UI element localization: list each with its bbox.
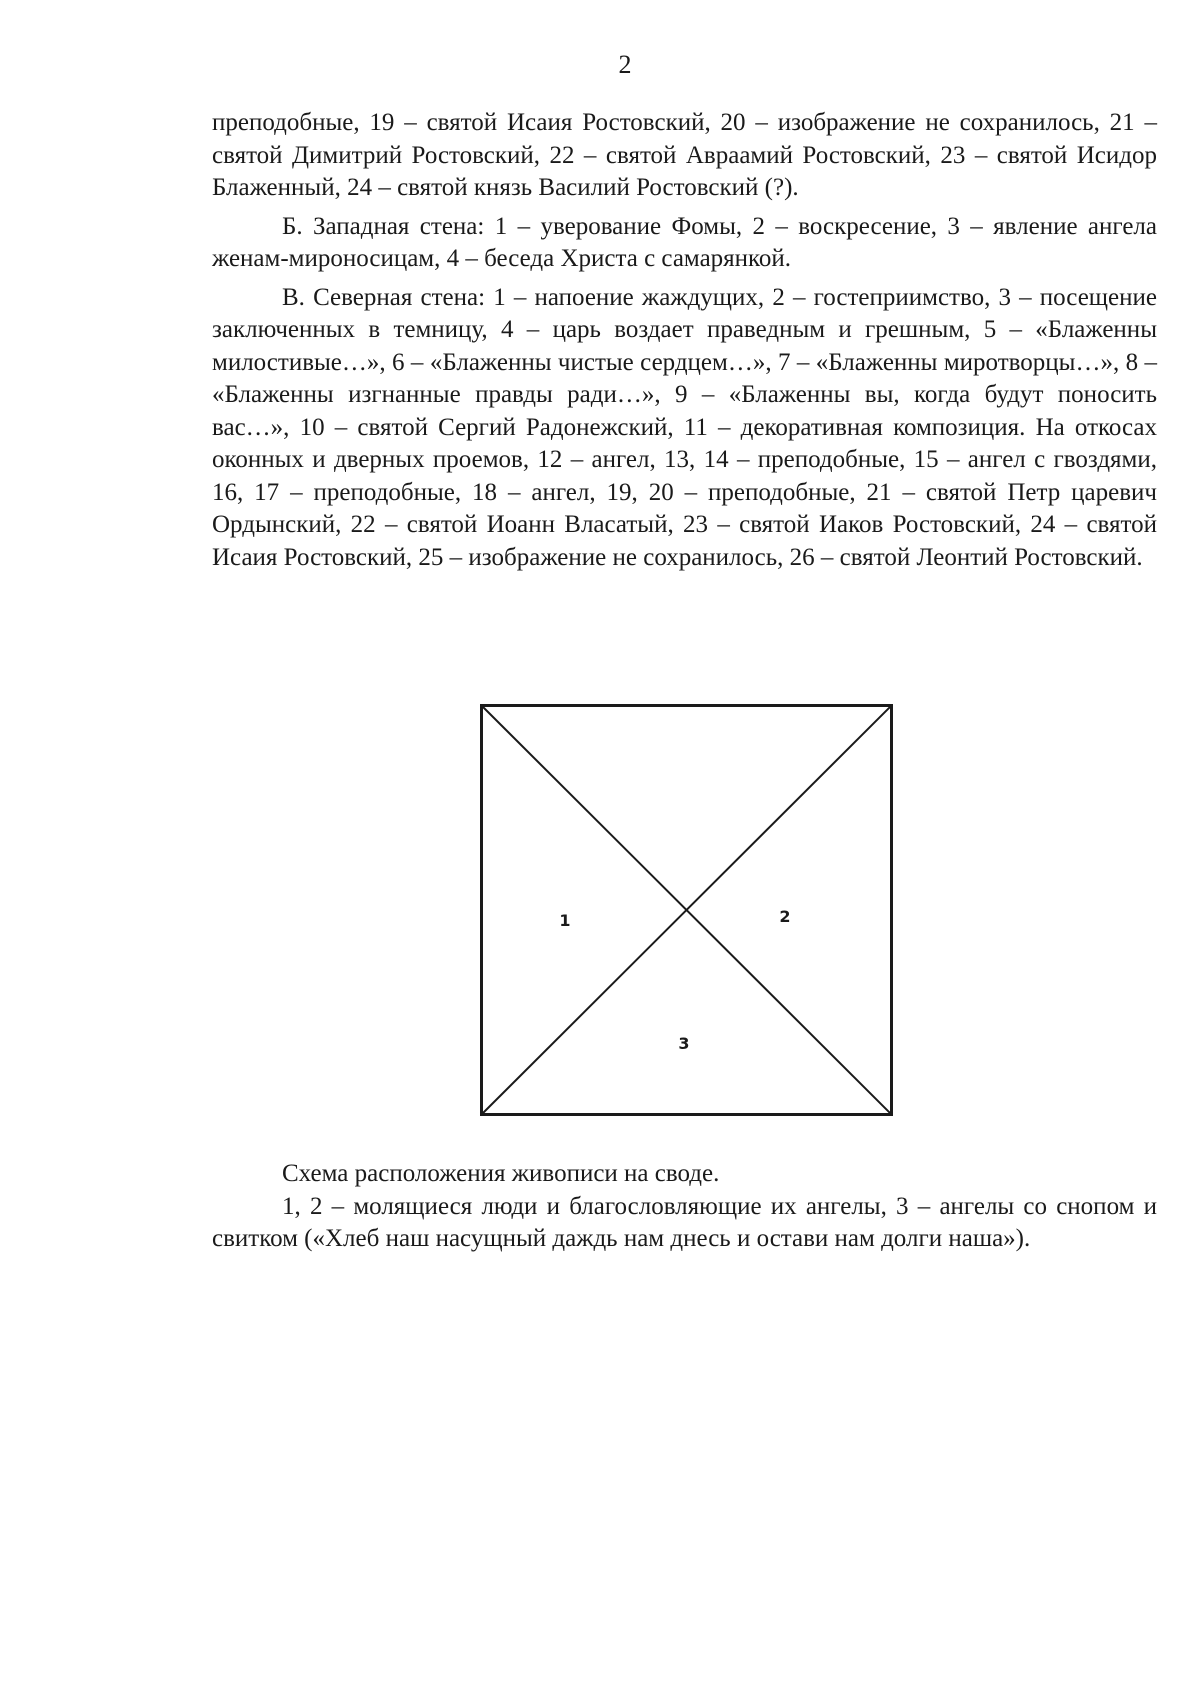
paragraph-list-continuation: преподобные, 19 – святой Исаия Ростовский, 20 – изображение не сохранилось, 21 – святой Димитрий Ростовский, 22 – святой Авраамий Ростовский, 23 – святой Исидор Блаженный, 24 – святой князь Василий Ростовский (?). [212,109,1157,201]
diagram-caption-description: 1, 2 – молящиеся люди и благословляющие их ангелы, 3 – ангелы со снопом и свитком («Хлеб наш насущный даждь нам днесь и остави нам долги наша»). [212,1192,1157,1252]
vault-scheme-diagram [480,704,893,1116]
body-text-top [212,107,1157,574]
paragraph-west-wall: Б. Западная стена: 1 – уверование Фомы, 2 – воскресение, 3 – явление ангела женам-мироносицам, 4 – беседа Христа с самарянкой. [212,212,1157,272]
page-number: 2 [618,50,632,79]
vault-section-label-1: 1 [559,911,571,930]
diagram-caption-title: Схема расположения живописи на своде. [282,1160,720,1187]
vault-section-label-2: 2 [779,907,791,926]
caption-block [212,1158,1157,1256]
vault-section-label-3: 3 [678,1034,690,1053]
vault-scheme-svg [480,704,893,1116]
paragraph-north-wall: В. Северная стена: 1 – напоение жаждущих, 2 – гостеприимство, 3 – посещение заключенных в темницу, 4 – царь воздает праведным и грешным, 5 – «Блаженны милостивые…», 6 – «Блаженны чистые сердцем…», 7 – «Блаженны миротворцы…», 8 – «Блаженны изгнанные правды ради…», 9 – «Блаженны вы, когда будут поносить вас…», 10 – святой Сергий Радонежский, 11 – декоративная композиция. На откосах оконных и дверных проемов, 12 – ангел, 13, 14 – преподобные, 15 – ангел с гвоздями, 16, 17 – преподобные, 18 – ангел, 19, 20 – преподобные, 21 – святой Петр царевич Ордынский, 22 – святой Иоанн Власатый, 23 – святой Иаков Ростовский, 24 – святой Исаия Ростовский, 25 – изображение не сохранилось, 26 – святой Леонтий Ростовский. [212,283,1157,571]
